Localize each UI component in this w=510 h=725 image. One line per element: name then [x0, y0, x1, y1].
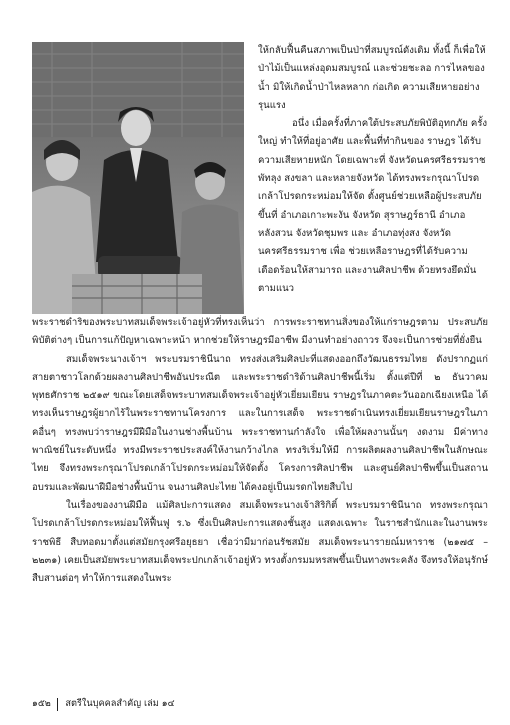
main-paragraph-2-text: สมเด็จพระนางเจ้าฯ พระบรมราชินีนาถ ทรงส่งเสริมศิลปะที่แสดงออกถึงวัฒนธรรมไทย ดังปรากฏแก่สายตาชาวโลกด้วยผลงานศิลปาชีพอันประณีต และพระราชดำริด้านศิลปาชีพนี้เริ่ม ตั้งแต่ปีที่ ๒ ธันวาคม พุทธศักราช ๒๕๑๙ ขณะโดยเสด็จพระบาทสมเด็จพระเจ้าอยู่หัวเยี่ยมเยียน ราษฎรในภาคตะวันออกเฉียงเหนือ ได้ทรงเห็นราษฎรผู้ยากไร้ในพระราชทานโครงการ และในการเสด็จ พระราชดำเนินทรงเยี่ยมเยียนราษฎรในภาคอื่นๆ ทรงพบว่าราษฎรมีฝีมือในงานช่างพื้นบ้าน พระราชทานกำลังใจ เพื่อให้ผลงานนั้นๆ งดงาม มีค่าทางพาณิชย์ในระดับหนึ่ง ทรงมีพระราชประสงค์ให้งานกว้างไกล ทรงริเริ่มให้มี การผลิตผลงานศิลปาชีพในลักษณะไทย จึงทรงพระกรุณาโปรดเกล้าโปรดกระหม่อมให้จัดตั้ง โครงการศิลปาชีพ และศูนย์ศิลปาชีพขึ้นเป็นสถานอบรมและพัฒนาฝีมือช่างพื้นบ้าน จนงานศิลปะไทย ได้คงอยู่เป็นมรดกไทยสืบไป	[32, 353, 488, 493]
right-column-text	[258, 42, 488, 298]
main-body-text	[32, 314, 488, 588]
right-paragraph-2-text: อนึ่ง เมื่อครั้งที่ภาคใต้ประสบภัยพิบัติอุทกภัย ครั้งใหญ่ ทำให้ที่อยู่อาศัย และพื้นที่ทำกินของ ราษฎร ได้รับความเสียหายหนัก โดยเฉพาะที่ จังหวัดนครศรีธรรมราช พัทลุง สงขลา และหลายจังหวัด ได้ทรงพระกรุณาโปรดเกล้าโปรดกระหม่อมให้จัด ตั้งศูนย์ช่วยเหลือผู้ประสบภัยขึ้นที่ อำเภอเกาะพะงัน จังหวัด สุราษฎร์ธานี อำเภอหลังสวน จังหวัดชุมพร และ อำเภอทุ่งสง จังหวัดนครศรีธรรมราช เพื่อ ช่วยเหลือราษฎรที่ได้รับความเดือดร้อนให้สามารถ และงานศิลปาชีพ ด้วยทรงยึดมั่นตามแนว	[258, 118, 488, 294]
page-footer	[32, 695, 488, 713]
photo-icon	[32, 42, 244, 314]
main-paragraph-2	[32, 351, 488, 497]
main-paragraph-3-text: ในเรื่องของงานฝีมือ แม้ศิลปะการแสดง สมเด็จพระนางเจ้าสิริกิติ์ พระบรมราชินีนาถ ทรงพระกรุณาโปรดเกล้าโปรดกระหม่อมให้ฟื้นฟู ร.๖ ซึ่งเป็นศิลปะการแสดงชั้นสูง แสดงเฉพาะ ในราชสำนักและในงานพระราชพิธี สืบทอดมาตั้งแต่สมัยกรุงศรีอยุธยา เชื่อว่ามีมาก่อนรัชสมัย สมเด็จพระนารายณ์มหาราช (๒๑๗๕ – ๒๒๓๑) เคยเป็นสมัยพระบาทสมเด็จพระปกเกล้าเจ้าอยู่หัว ทรงตั้งกรมมหรสพขึ้นเป็นทางพระคลัง จึงทรงให้อนุรักษ์สืบสานต่อๆ ทำให้การแสดงในพระ	[32, 499, 488, 585]
main-paragraph-3	[32, 497, 488, 588]
footer-divider	[57, 698, 59, 711]
page-number: ๑๕๒	[32, 698, 51, 709]
right-paragraph-1: ให้กลับฟื้นคืนสภาพเป็นป่าที่สมบูรณ์ดังเดิม ทั้งนี้ ก็เพื่อให้ป่าไม้เป็นแหล่งอุดมสมบูรณ์ และช่วยชะลอ การไหลของน้ำ มิให้เกิดน้ำป่าไหลหลาก ก่อเกิด ความเสียหายอย่างรุนแรง	[258, 45, 486, 111]
main-paragraph-1: พระราชดำริของพระบาทสมเด็จพระเจ้าอยู่หัวที่ทรงเห็นว่า การพระราชทานสิ่งของให้แก่ราษฎรตาม ประสบภัยพิบัติต่างๆ เป็นการแก้ปัญหาเฉพาะหน้า หากช่วยให้ราษฎรมีอาชีพ มีงานทำอย่างถาวร จึงจะเป็นการช่วยที่ยั่งยืน	[32, 317, 488, 347]
right-paragraph-2	[258, 115, 488, 298]
queen-photo	[32, 42, 244, 314]
book-title: สตรีในบุคคลสำคัญ เล่ม ๑๔	[65, 698, 175, 709]
